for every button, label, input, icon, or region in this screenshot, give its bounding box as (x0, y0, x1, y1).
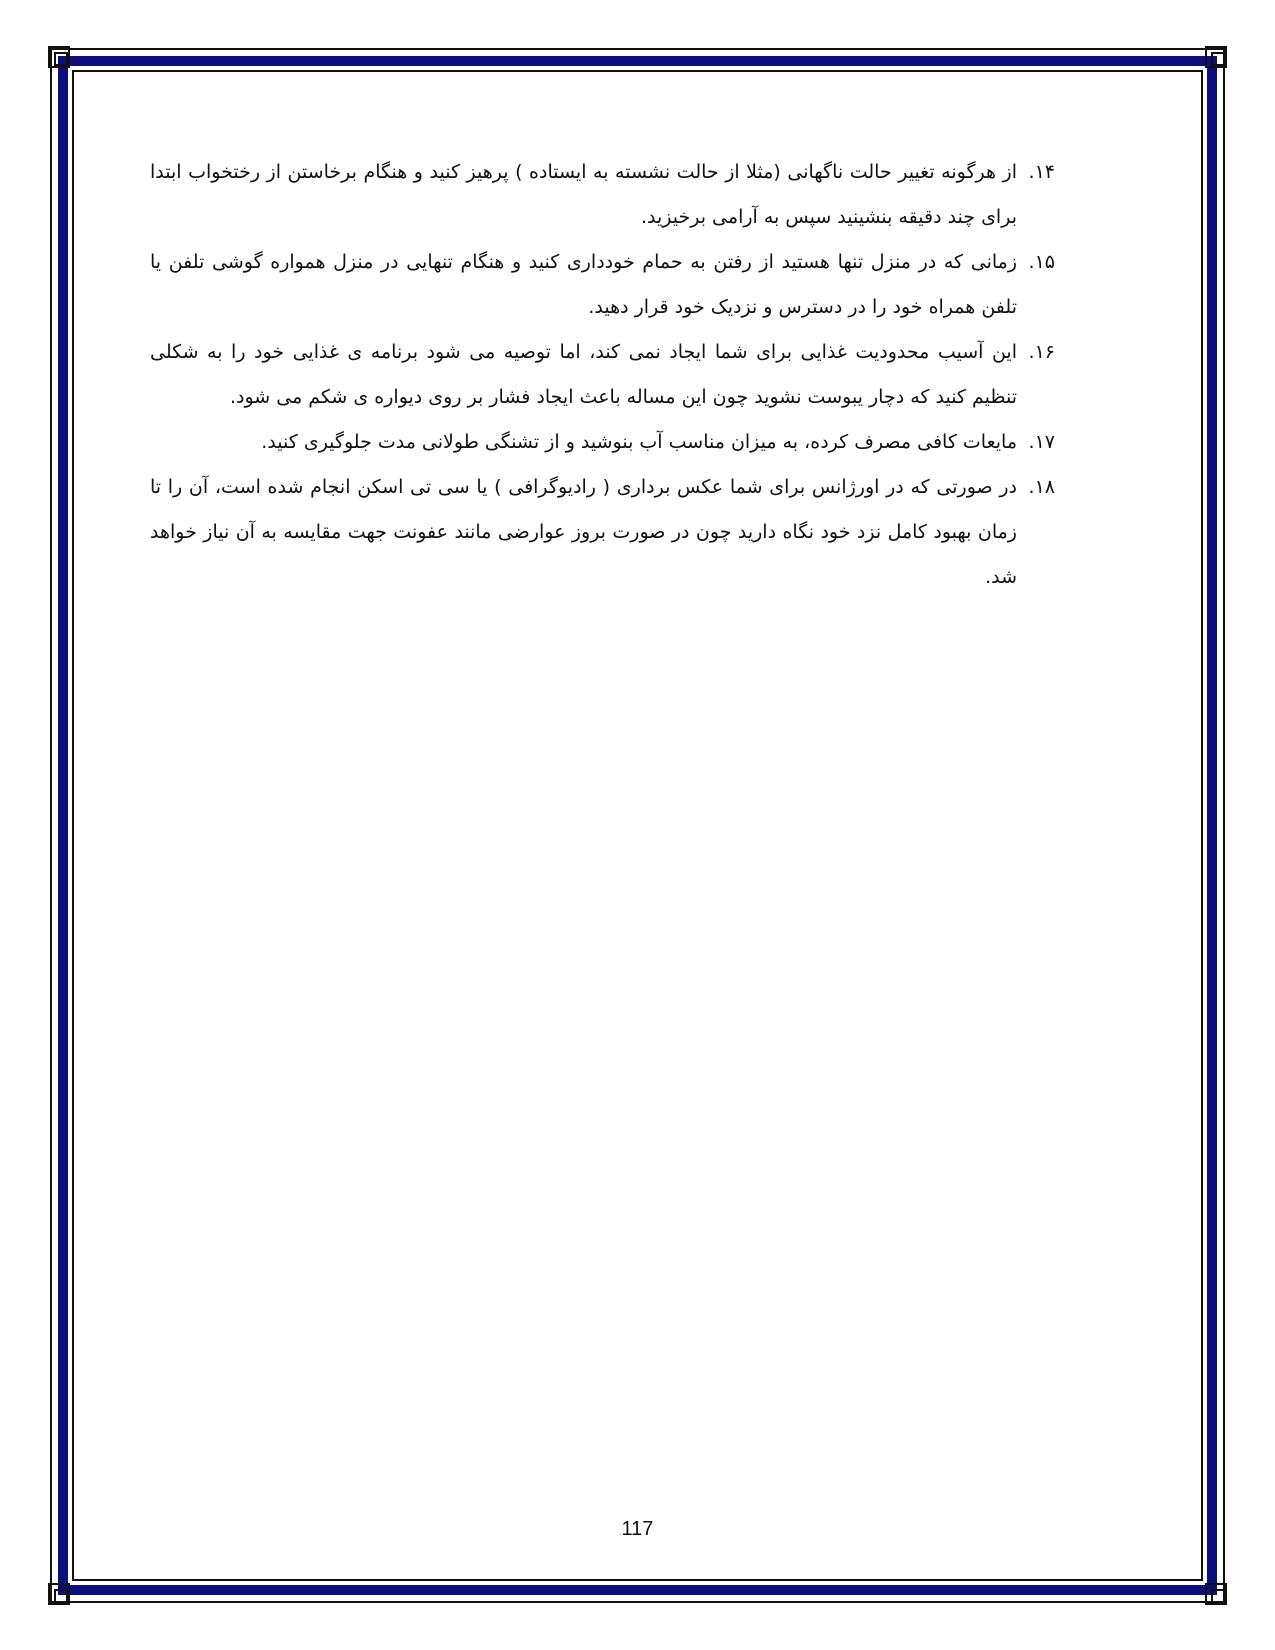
item-number: ۱۴. (1028, 161, 1055, 183)
list-item (150, 420, 1055, 465)
corner-ornament-bottom-right (1205, 1583, 1227, 1605)
instruction-list (150, 150, 1055, 600)
corner-ornament-bottom-left (48, 1583, 70, 1605)
list-item (150, 240, 1055, 330)
list-item (150, 465, 1055, 600)
item-number: ۱۷. (1028, 431, 1055, 453)
page-number: 117 (621, 1518, 654, 1540)
item-number: ۱۶. (1028, 341, 1055, 363)
list-item (150, 330, 1055, 420)
item-text: زمانی که در منزل تنها هستید از رفتن به حمام خودداری کنید و هنگام تنهایی در منزل همواره گوشی تلفن یا تلفن همراه خود را در دسترس و نزدیک خود قرار دهید. (150, 251, 1017, 318)
item-text: در صورتی که در اورژانس برای شما عکس برداری ( رادیوگرافی ) یا سی تی اسکن انجام شده است، آن را تا زمان بهبود کامل نزد خود نگاه دارید چون در صورت بروز عوارضی مانند عفونت جهت مقایسه به آن نیاز خواهد شد. (150, 476, 1017, 588)
item-number: ۱۸. (1028, 476, 1055, 498)
item-number: ۱۵. (1028, 251, 1055, 273)
item-text: مایعات کافی مصرف کرده، به میزان مناسب آب بنوشید و از تشنگی طولانی مدت جلوگیری کنید. (261, 431, 1017, 453)
item-text: از هرگونه تغییر حالت ناگهانی (مثلا از حالت نشسته به ایستاده ) پرهیز کنید و هنگام برخاستن از رختخواب ابتدا برای چند دقیقه بنشینید سپس به آرامی برخیزید. (150, 161, 1017, 228)
corner-ornament-top-right (1205, 46, 1227, 68)
list-item (150, 150, 1055, 240)
item-text: این آسیب محدودیت غذایی برای شما ایجاد نمی کند، اما توصیه می شود برنامه ی غذایی خود را به شکلی تنظیم کنید که دچار یبوست نشوید چون این مساله باعث ایجاد فشار بر روی دیواره ی شکم می شود. (150, 341, 1017, 408)
corner-ornament-top-left (48, 46, 70, 68)
